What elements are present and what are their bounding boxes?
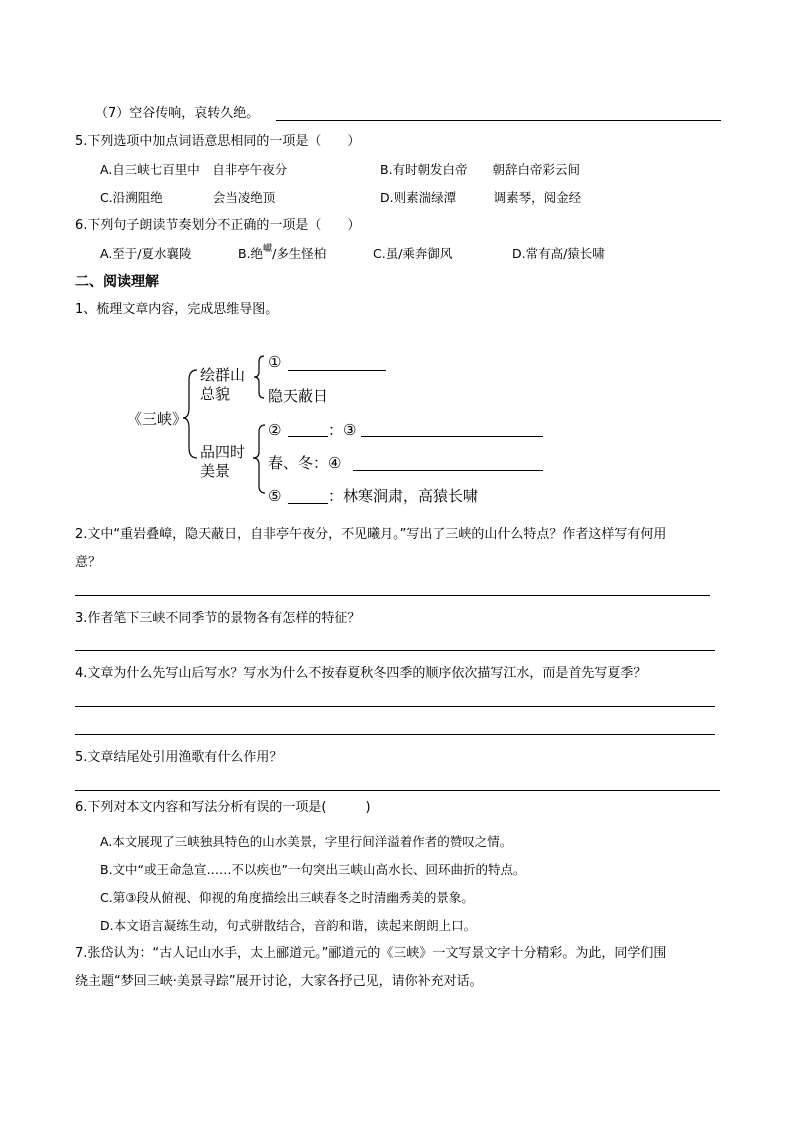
q6-option-c[interactable]: C.虽/乘奔御风 (373, 246, 453, 261)
q6-option-d[interactable]: D.常有高/猿长啸 (512, 246, 605, 261)
upper-brace (254, 356, 264, 398)
answer-line[interactable] (75, 734, 715, 735)
branch1-line2: 总貌 (200, 385, 231, 403)
blank-4[interactable] (353, 470, 543, 471)
r4-stem: 4.文章为什么先写山后写水？写水为什么不按春夏秋冬四季的顺序依次描写江水，而是首先写夏季？ (75, 666, 647, 681)
q6-option-b-rest: /多生怪柏 (272, 246, 327, 261)
answer-line[interactable] (75, 706, 715, 707)
blank-1[interactable] (288, 370, 386, 371)
q6-option-b-ruby: 巘 (263, 244, 273, 254)
section-heading: 二、阅读理解 (75, 274, 159, 290)
b2-item2: 春、冬：④ (268, 454, 342, 472)
b2-item3-num: ⑤ (268, 487, 282, 505)
q6-stem: 6.下列句子朗读节奏划分不正确的一项是（ ） (75, 218, 361, 233)
q5-option-a[interactable]: A.自三峡七百里中 自非亭午夜分 (100, 162, 288, 177)
r6-option-d[interactable]: D.本文语言凝练生动，句式骈散结合，音韵和谐，读起来朗朗上口。 (100, 918, 477, 933)
r6-option-b[interactable]: B.文中“或王命急宣……不以疾也”一句突出三峡山高水长、回环曲折的特点。 (100, 862, 526, 877)
q5-option-c[interactable]: C.沿溯阻绝 会当凌绝顶 (100, 190, 276, 205)
branch1-line1: 绘群山 (200, 366, 246, 384)
b1-item1: ① (268, 353, 282, 371)
r5-stem: 5.文章结尾处引用渔歌有什么作用？ (75, 750, 283, 765)
lower-brace (253, 425, 265, 493)
q5-option-b[interactable]: B.有时朝发白帝 朝辞白帝彩云间 (380, 162, 581, 177)
r6-option-c[interactable]: C.第③段从俯视、仰视的角度描绘出三峡春冬之时清幽秀美的景象。 (100, 890, 474, 905)
q5-option-d[interactable]: D.则素湍绿潭 调素琴，阅金经 (380, 190, 582, 205)
mindmap-root: 《三峡》 (127, 410, 188, 428)
q6-option-a[interactable]: A.至于/夏水襄陵 (100, 246, 192, 261)
r6-stem: 6.下列对本文内容和写法分析有误的一项是( ) (75, 800, 371, 815)
answer-line[interactable] (75, 790, 720, 791)
q6-option-b-main: B.绝 (238, 246, 264, 261)
r7-stem-line1: 7.张岱认为：“古人记山水手，太上郦道元。”郦道元的《三峡》一文写景文字十分精彩。为此，同学们围 (75, 946, 667, 961)
r2-stem-line2: 意？ (75, 555, 102, 570)
branch2-line2: 美景 (200, 462, 231, 480)
answer-line[interactable] (75, 650, 715, 651)
r2-stem-line1: 2.文中“重岩叠嶂，隐天蔽日，自非亭午夜分，不见曦月。”写出了三峡的山什么特点？作者这样写有何用 (75, 527, 667, 542)
b2-item1-num: ② (268, 421, 282, 439)
blank-5[interactable] (288, 503, 328, 504)
q5-stem: 5.下列选项中加点词语意思相同的一项是（ ） (75, 134, 361, 149)
answer-line[interactable] (75, 595, 710, 596)
blank-3[interactable] (361, 436, 543, 437)
blank-2[interactable] (288, 436, 328, 437)
r1-stem: 1、梳理文章内容，完成思维导图。 (75, 302, 279, 317)
b2-item3-text: ：林寒涧肃，高猿长啸 (328, 487, 479, 505)
big-brace (183, 370, 197, 458)
r7-stem-line2: 绕主题“梦回三峡·美景寻踪”展开讨论，大家各抒己见，请你补充对话。 (75, 974, 483, 989)
b1-item2: 隐天蔽日 (268, 387, 329, 405)
r3-stem: 3.作者笔下三峡不同季节的景物各有怎样的特征？ (75, 611, 361, 626)
branch2-line1: 品四时 (200, 443, 246, 461)
r6-option-a[interactable]: A.本文展现了三峡独具特色的山水美景，字里行间洋溢着作者的赞叹之情。 (100, 834, 513, 849)
item-7-text: （7）空谷传响，哀转久绝。 (95, 106, 260, 121)
b2-item1-label: ：③ (328, 421, 357, 439)
